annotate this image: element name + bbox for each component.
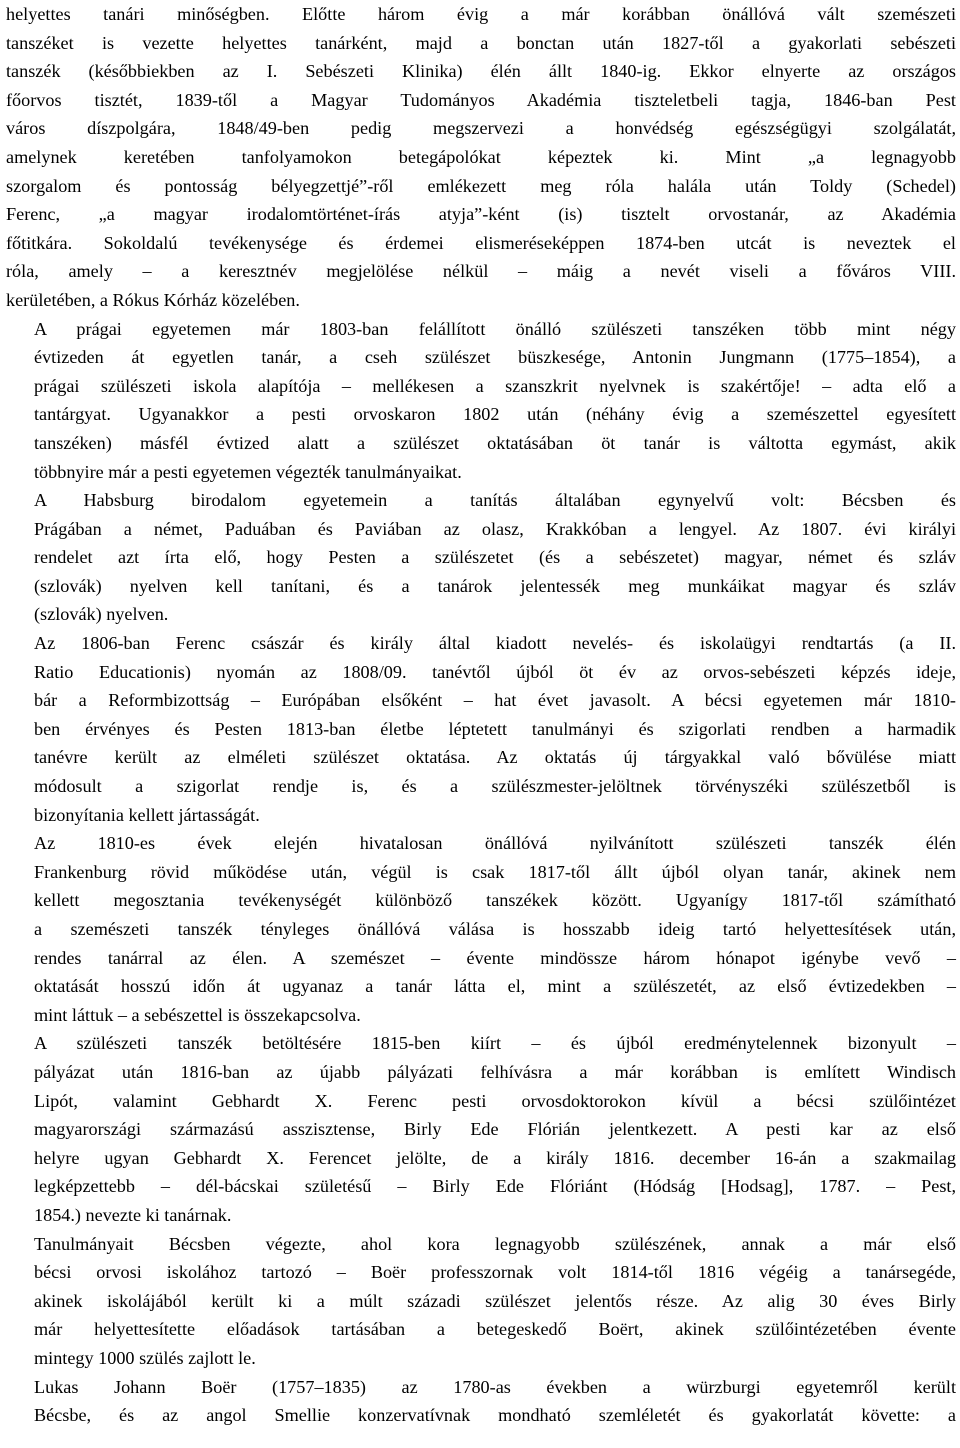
text-line: 1854.) nevezte ki tanárnak. bbox=[34, 1204, 232, 1225]
text-line: szorgalom és pontosság bélyegzettjé”-ről emlékezett meg róla halála után Toldy (Schedel) bbox=[6, 175, 956, 196]
text-line: tanszéken) másfél évtized alatt a szülészet oktatásában öt tanár is váltotta egymást, akik bbox=[34, 432, 956, 453]
document-page bbox=[6, 0, 956, 1430]
text-line: Az 1806-ban Ferenc császár és király által kiadott nevelés- és iskolaügyi rendtartás (a II. bbox=[34, 633, 956, 654]
text-line: Lukas Johann Boër (1757–1835) az 1780-as években a würzburgi egyetemről került bbox=[34, 1376, 956, 1397]
paragraph-p8 bbox=[6, 1373, 956, 1430]
text-line: tanszéket is vezette helyettes tanárként, majd a bonctan után 1827-től a gyakorlati sebészeti bbox=[6, 32, 956, 53]
text-line: ben érvényes és Pesten 1813-ban életbe léptetett tanulmányi és szigorlati rendben a harmadik bbox=[34, 718, 956, 739]
paragraph-p5 bbox=[6, 829, 956, 1029]
text-line: módosult a szigorlat rendje is, és a szülészmester-jelöltnek törvényszéki szülészetből is bbox=[34, 776, 956, 797]
text-line: Bécsbe, és az angol Smellie konzervatívnak mondható szemléletét és gyakorlatát követte: a bbox=[34, 1405, 956, 1426]
text-line: kerületében, a Rókus Kórház közelében. bbox=[6, 289, 300, 310]
text-line: már helyettesítette előadások tartásában a betegeskedő Boërt, akinek szülőintézetében évente bbox=[34, 1319, 956, 1340]
text-line: (szlovák) nyelven kell tanítani, és a tanárok jelentessék meg munkáikat magyar és szláv bbox=[34, 575, 956, 596]
text-line: rendes tanárral az élen. A szemészet – évente mindössze három hónapot igénybe vevő – bbox=[34, 947, 956, 968]
paragraph-p6 bbox=[6, 1029, 956, 1229]
paragraph-p1 bbox=[6, 0, 956, 315]
text-line: A szülészeti tanszék betöltésére 1815-ben kiírt – és újból eredménytelennek bizonyult – bbox=[34, 1033, 956, 1054]
text-line: Ratio Educationis) nyomán az 1808/09. tanévtől újból öt év az orvos-sebészeti képzés ideje, bbox=[34, 661, 956, 682]
paragraph-p4 bbox=[6, 629, 956, 829]
text-line: a szemészeti tanszék tényleges önállóvá válása is hosszabb ideig tartó helyettesítések után, bbox=[34, 919, 956, 939]
text-line: bizonyítania kellett jártasságát. bbox=[34, 804, 260, 825]
text-line: prágai szülészeti iskola alapítója – mellékesen a szanszkrit nyelvnek is szakértője! – adta elő a bbox=[34, 375, 956, 396]
text-line: helyre ugyan Gebhardt X. Ferencet jelölte, de a király 1816. december 16-án a szakmailag bbox=[34, 1147, 956, 1168]
text-line: többnyire már a pesti egyetemen végezték tanulmányaikat. bbox=[34, 461, 462, 482]
text-line: mint láttuk – a sebészettel is összekapcsolva. bbox=[34, 1004, 361, 1025]
paragraph-p3 bbox=[6, 486, 956, 629]
text-line: Ferenc, „a magyar irodalomtörténet-írás atyja”-ként (is) tisztelt orvostanár, az Akadémia bbox=[6, 204, 956, 225]
text-line: kellett megosztania tevékenységét különböző tanszékek között. Ugyanígy 1817-től számítható bbox=[34, 890, 956, 911]
text-line: tanszék (későbbiekben az I. Sebészeti Klinika) élén állt 1840-ig. Ekkor elnyerte az országos bbox=[6, 61, 956, 82]
text-line: évtizeden át egyetlen tanár, a cseh szülészet büszkesége, Antonin Jungmann (1775–1854), a bbox=[34, 347, 956, 368]
text-line: tanévre került az elméleti szülészet oktatása. Az oktatás új tárgyakkal való bővülése miatt bbox=[34, 747, 956, 768]
text-line: mintegy 1000 szülés zajlott le. bbox=[34, 1347, 256, 1368]
text-line: róla, amely – a keresztnév megjelölése nélkül – máig a nevét viseli a főváros VIII. bbox=[6, 261, 956, 282]
text-line: helyettes tanári minőségben. Előtte három évig a már korábban önállóvá vált szemészeti bbox=[6, 4, 956, 24]
text-line: Frankenburg rövid működése után, végül is csak 1817-től állt újból olyan tanár, akinek nem bbox=[34, 861, 956, 882]
text-line: bécsi orvosi iskolához tartozó – Boër professzornak volt 1814-től 1816 végéig a tanársegéde, bbox=[34, 1262, 956, 1283]
text-line: A prágai egyetemen már 1803-ban felállított önálló szülészeti tanszéken több mint négy bbox=[34, 318, 956, 339]
text-line: legképzettebb – dél-bácskai születésű – Birly Ede Flóriánt (Hódság [Hodsag], 1787. – Pest, bbox=[34, 1176, 956, 1197]
text-line: A Habsburg birodalom egyetemein a tanítás általában egynyelvű volt: Bécsben és bbox=[34, 490, 956, 511]
text-line: akinek iskolájából került ki a múlt századi szülészet jelentős része. Az alig 30 éves Birly bbox=[34, 1290, 956, 1311]
text-line: tantárgyat. Ugyanakkor a pesti orvoskaron 1802 után (néhány évig a szemészettel egyesített bbox=[34, 404, 956, 425]
text-line: oktatását hosszú időn át ugyanaz a tanár látta el, mint a szülészetét, az első évtizedekben – bbox=[34, 976, 956, 997]
text-line: pályázat után 1816-ban az újabb pályázati felhívásra a már korábban is említett Windisch bbox=[34, 1061, 956, 1082]
paragraph-p7 bbox=[6, 1230, 956, 1373]
text-line: magyarországi származású asszisztense, Birly Ede Flórián jelentkezett. A pesti kar az első bbox=[34, 1119, 956, 1140]
text-line: Lipót, valamint Gebhardt X. Ferenc pesti orvosdoktorokon kívül a bécsi szülőintézet bbox=[34, 1090, 956, 1111]
text-line: Prágában a német, Paduában és Paviában az olasz, Krakkóban a lengyel. Az 1807. évi királyi bbox=[34, 518, 956, 539]
text-line: főtitkára. Sokoldalú tevékenysége és érdemei elismeréseképpen 1874-ben utcát is neveztek el bbox=[6, 232, 956, 253]
text-line: Tanulmányait Bécsben végezte, ahol kora legnagyobb szülészének, annak a már első bbox=[34, 1233, 956, 1254]
text-line: bár a Reformbizottság – Európában elsőként – hat évet javasolt. A bécsi egyetemen már 1810- bbox=[34, 690, 956, 711]
text-line: Az 1810-es évek elején hivatalosan önállóvá nyilvánított szülészeti tanszék élén bbox=[34, 833, 956, 854]
text-line: város díszpolgára, 1848/49-ben pedig megszervezi a honvédség egészségügyi szolgálatát, bbox=[6, 118, 956, 139]
text-line: rendelet azt írta elő, hogy Pesten a szülészetet (és a sebészetet) magyar, német és szláv bbox=[34, 547, 956, 568]
paragraph-p2 bbox=[6, 315, 956, 487]
text-line: amelynek keretében tanfolyamokon betegápolókat képeztek ki. Mint „a legnagyobb bbox=[6, 146, 956, 167]
text-line: főorvos tisztét, 1839-től a Magyar Tudományos Akadémia tiszteletbeli tagja, 1846-ban Pest bbox=[6, 89, 956, 110]
text-line: (szlovák) nyelven. bbox=[34, 604, 169, 625]
